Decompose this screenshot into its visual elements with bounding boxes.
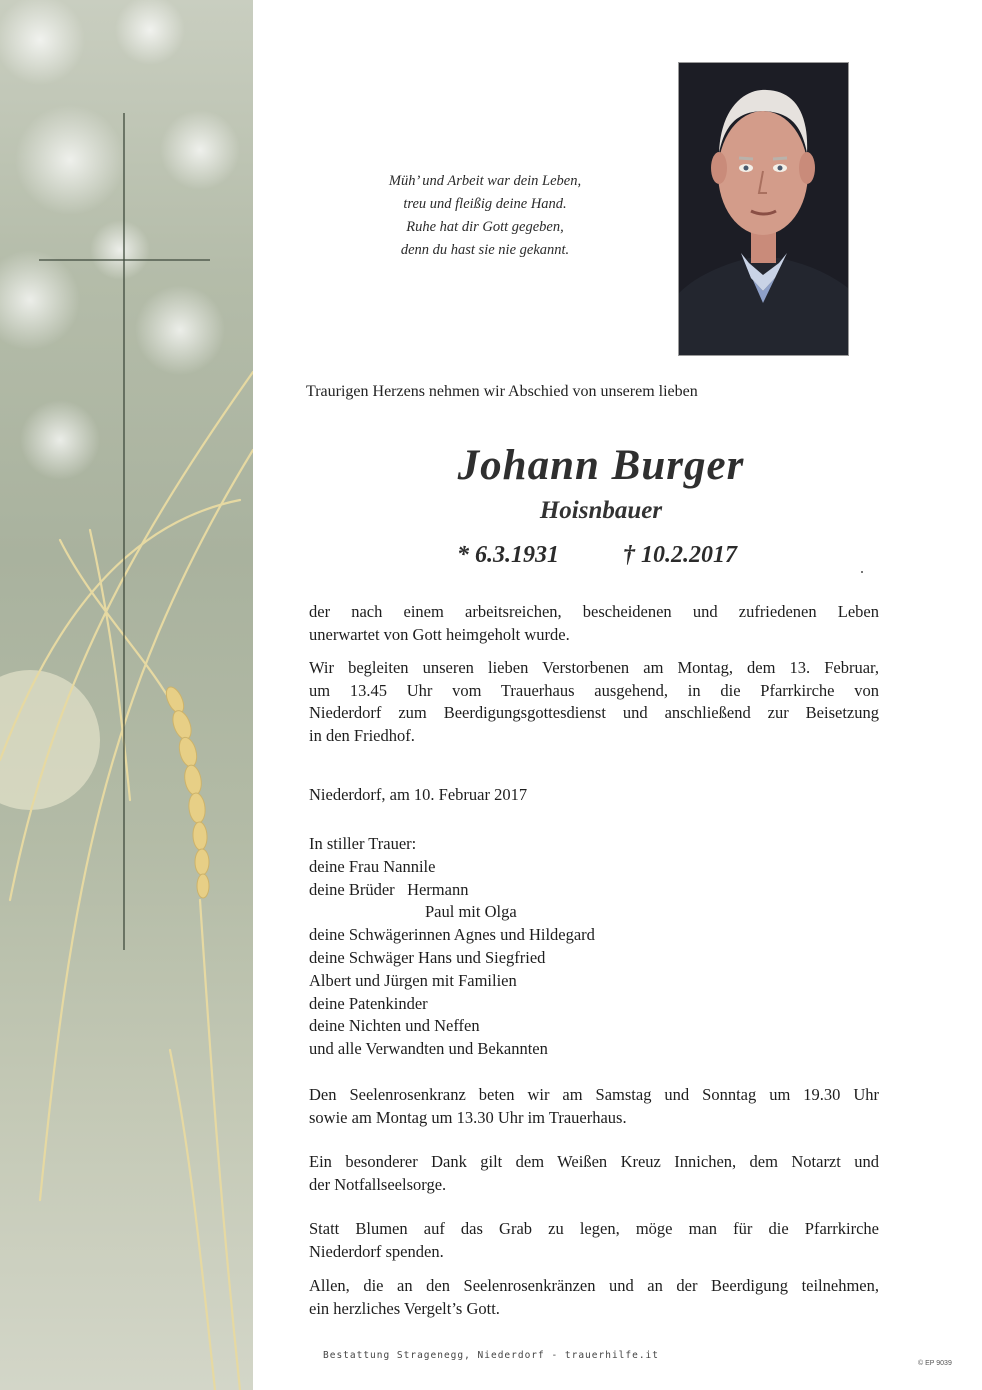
paragraph-gratitude (309, 1275, 879, 1320)
deceased-name: Johann Burger (457, 442, 745, 489)
text-line: Niederdorf zum Beerdigungsgottesdienst und anschließend zur Beisetzung (309, 703, 879, 722)
poem-line: Ruhe hat dir Gott gegeben, (406, 219, 564, 235)
text-line: Wir begleiten unseren lieben Verstorbenen am Montag, dem 13. Februar, (309, 658, 879, 677)
text-line: der Notfallseelsorge. (309, 1174, 447, 1194)
brothers-label: deine Brüder (309, 879, 395, 899)
portrait-photo (678, 62, 849, 356)
text-line: Den Seelenrosenkranz beten wir am Samstag und Sonntag um 19.30 Uhr (309, 1085, 879, 1104)
memorial-poem (330, 170, 640, 262)
poem-line: treu und fleißig deine Hand. (403, 196, 567, 212)
poem-line: denn du hast sie nie gekannt. (400, 242, 570, 258)
paragraph-life (309, 601, 879, 646)
intro-text: Traurigen Herzens nehmen wir Abschied von unserem lieben (306, 383, 698, 400)
mourners-heading: In stiller Trauer: (309, 834, 417, 853)
text-line: Allen, die an den Seelenrosenkränzen und an der Beerdigung teilnehmen, (309, 1276, 879, 1295)
cross-icon (39, 113, 210, 950)
text-line: Niederdorf spenden. (309, 1241, 444, 1261)
mourner-line: Albert und Jürgen mit Familien (309, 970, 517, 990)
text-line: der nach einem arbeitsreichen, bescheidenen und zufriedenen Leben (309, 602, 879, 621)
mourner-line: Paul mit Olga (425, 902, 517, 922)
text-line: ein herzliches Vergelt’s Gott. (309, 1298, 500, 1318)
footer-code: © EP 9039 (918, 1360, 952, 1367)
text-line: Niederdorf, am 10. Februar 2017 (309, 785, 528, 804)
mourner-line: deine Frau Nannile (309, 856, 436, 876)
place-date (309, 784, 879, 807)
footer-credit: Bestattung Stragenegg, Niederdorf - trauerhilfe.it (323, 1350, 659, 1361)
paragraph-thanks (309, 1151, 879, 1196)
mourner-line: deine Patenkinder (309, 993, 428, 1013)
mourner-line: und alle Verwandten und Bekannten (309, 1039, 548, 1059)
decorative-side-panel (0, 0, 253, 1390)
mourners-list (309, 833, 595, 1061)
paragraph-donation (309, 1218, 879, 1263)
brother-name: Hermann (407, 879, 469, 899)
poem-line: Müh’ und Arbeit war dein Leben, (388, 173, 582, 189)
text-line: in den Friedhof. (309, 725, 415, 745)
mourner-line (309, 879, 595, 902)
text-line: Ein besonderer Dank gilt dem Weißen Kreuz Innichen, dem Notarzt und (309, 1152, 879, 1171)
wheat-illustration (0, 0, 253, 1390)
mourner-line: deine Nichten und Neffen (309, 1016, 480, 1036)
deceased-nickname: Hoisnbauer (539, 497, 663, 524)
mourner-line: deine Schwägerinnen Agnes und Hildegard (309, 925, 595, 945)
paragraph-rosary (309, 1084, 879, 1129)
birth-date: * 6.3.1931 (457, 542, 559, 568)
text-line: Statt Blumen auf das Grab zu legen, möge man für die Pfarrkirche (309, 1219, 879, 1238)
text-line: sowie am Montag um 13.30 Uhr im Trauerhaus. (309, 1107, 627, 1127)
text-line: um 13.45 Uhr vom Trauerhaus ausgehend, in die Pfarrkirche von (309, 680, 879, 700)
mourner-line: deine Schwäger Hans und Siegfried (309, 947, 546, 967)
paragraph-funeral (309, 657, 879, 747)
text-line: unerwartet von Gott heimgeholt wurde. (309, 624, 570, 644)
speck (861, 571, 863, 573)
death-date: † 10.2.2017 (623, 542, 737, 568)
